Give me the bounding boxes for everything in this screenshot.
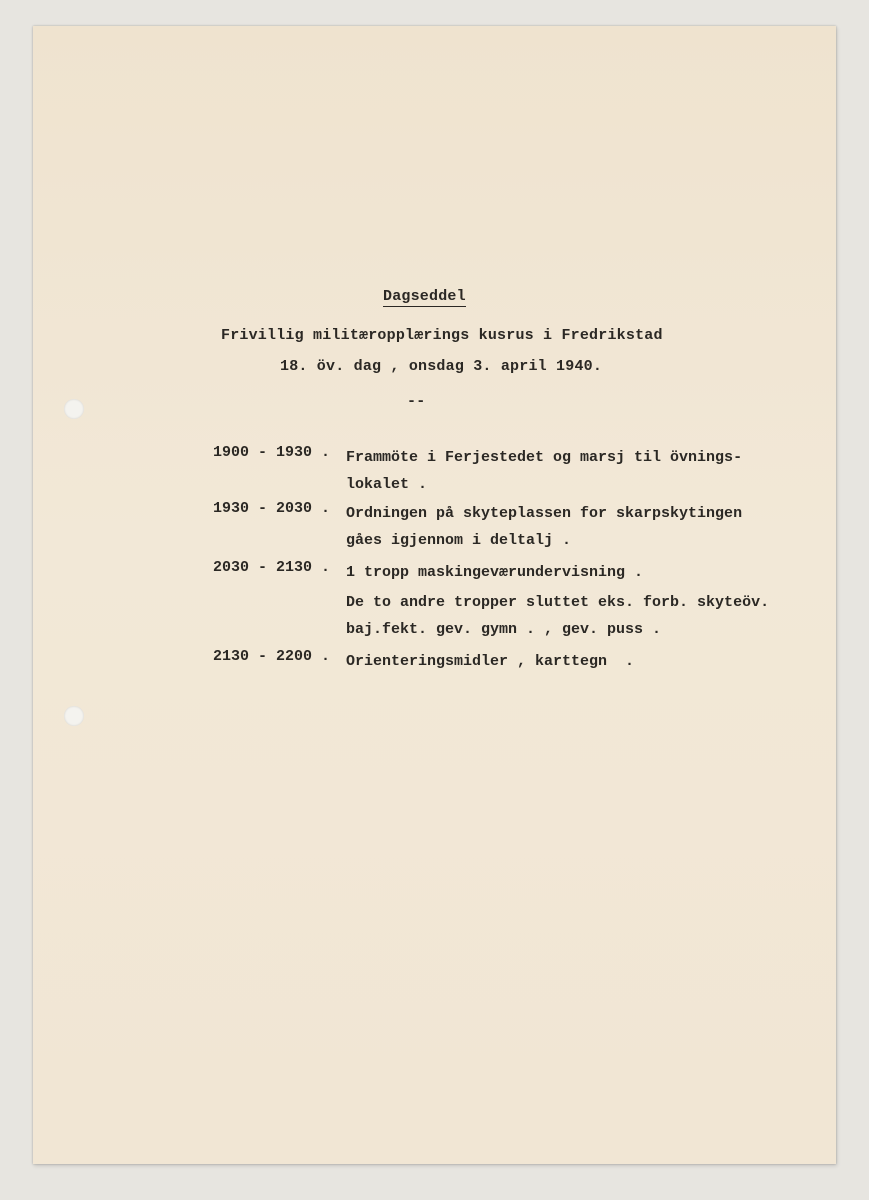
document-subtitle: Frivillig militæropplærings kusrus i Fredrikstad (221, 327, 663, 344)
document-page (33, 26, 836, 1164)
schedule-text: De to andre tropper sluttet eks. forb. skyteöv. baj.fekt. gev. gymn . , gev. puss . (346, 594, 770, 638)
document-title: Dagseddel (383, 288, 466, 305)
schedule-time: 2030 - 2130 . (213, 559, 331, 576)
schedule-text: 1 tropp maskingeværundervisning . (346, 564, 644, 581)
schedule-time: 1900 - 1930 . (213, 444, 331, 461)
schedule-text: Frammöte i Ferjestedet og marsj til övnings- lokalet . (346, 449, 743, 493)
schedule-time: 1930 - 2030 . (213, 500, 331, 517)
punch-hole (64, 706, 84, 726)
schedule-text: Ordningen på skyteplassen for skarpskytingen gåes igjennom i deltalj . (346, 505, 743, 549)
date-line: 18. öv. dag , onsdag 3. april 1940. (280, 358, 603, 375)
separator: -- (407, 393, 426, 410)
punch-hole (64, 399, 84, 419)
schedule-time: 2130 - 2200 . (213, 648, 331, 665)
schedule-text: Orienteringsmidler , karttegn . (346, 653, 635, 670)
